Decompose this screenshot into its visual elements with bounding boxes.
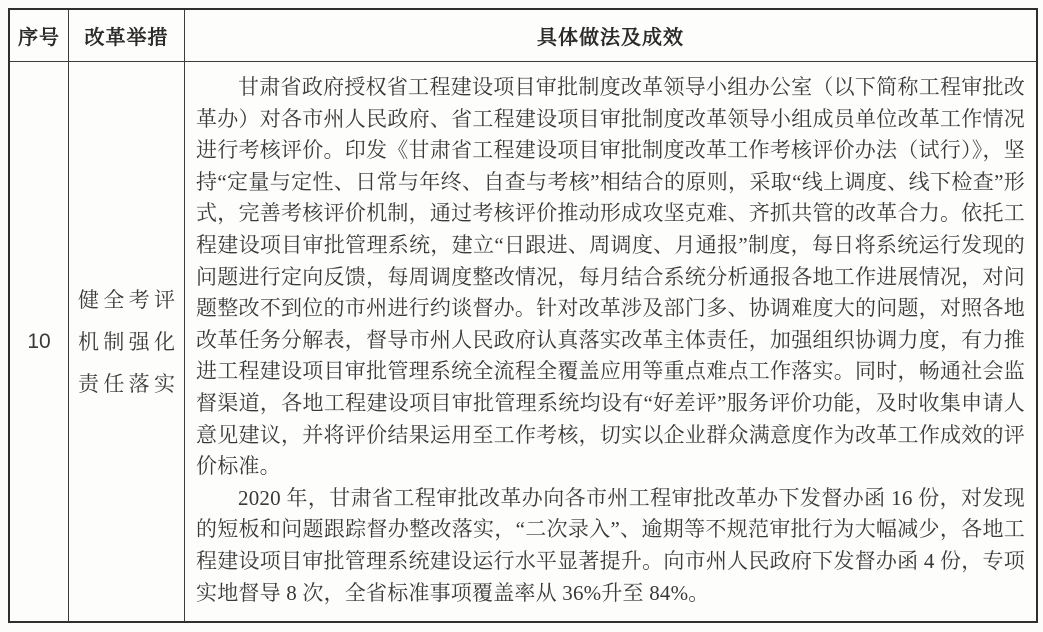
row-serial-number: 10 (10, 62, 69, 621)
header-cell-serial-number: 序号 (10, 10, 69, 62)
reform-measures-table (8, 8, 1038, 623)
header-cell-reform-measure: 改革举措 (69, 10, 185, 62)
row-reform-measure (69, 62, 185, 621)
measure-line-3: 责任落实 (78, 371, 175, 396)
practices-paragraph-1: 甘肃省政府授权省工程建设项目审批制度改革领导小组办公室（以下简称工程审批改革办）对各市州人民政府、省工程建设项目审批制度改革领导小组成员单位改革工作情况进行考核评价。印发《甘肃省工程建设项目审批制度改革工作考核评价办法（试行）》，坚持“定量与定性、日常与年终、自查与考核”相结合的原则，采取“线上调度、线下检查”形式，完善考核评价机制，通过考核评价推动形成攻坚克难、齐抓共管的改革合力。依托工程建设项目审批管理系统，建立“日跟进、周调度、月通报”制度，每日将系统运行发现的问题进行定向反馈，每周调度整改情况，每月结合系统分析通报各地工作进展情况，对问题整改不到位的市州进行约谈督办。针对改革涉及部门多、协调难度大的问题，对照各地改革任务分解表，督导市州人民政府认真落实改革主体责任，加强组织协调力度，有力推进工程建设项目审批管理系统全流程全覆盖应用等重点难点工作落实。同时，畅通社会监督渠道，各地工程建设项目审批管理系统均设有“好差评”服务评价功能，及时收集申请人意见建议，并将评价结果运用至工作考核，切实以企业群众满意度作为改革工作成效的评价标准。 (196, 75, 1025, 479)
practices-paragraph-2: 2020 年，甘肃省工程审批改革办向各市州工程审批改革办下发督办函 16 份，对发现的短板和问题跟踪督办整改落实，“二次录入”、逾期等不规范审批行为大幅减少，各地工程建设项目审批管理系统建设运行水平显著提升。向市州人民政府下发督办函 4 份，专项实地督导 8 次，全省标准事项覆盖率从 36%升至 84%。 (196, 485, 1025, 605)
row-practices-results (185, 62, 1036, 621)
header-cell-practices-results: 具体做法及成效 (185, 10, 1036, 62)
measure-line-1: 健全考评 (78, 287, 175, 312)
measure-line-2: 机制强化 (78, 329, 175, 354)
